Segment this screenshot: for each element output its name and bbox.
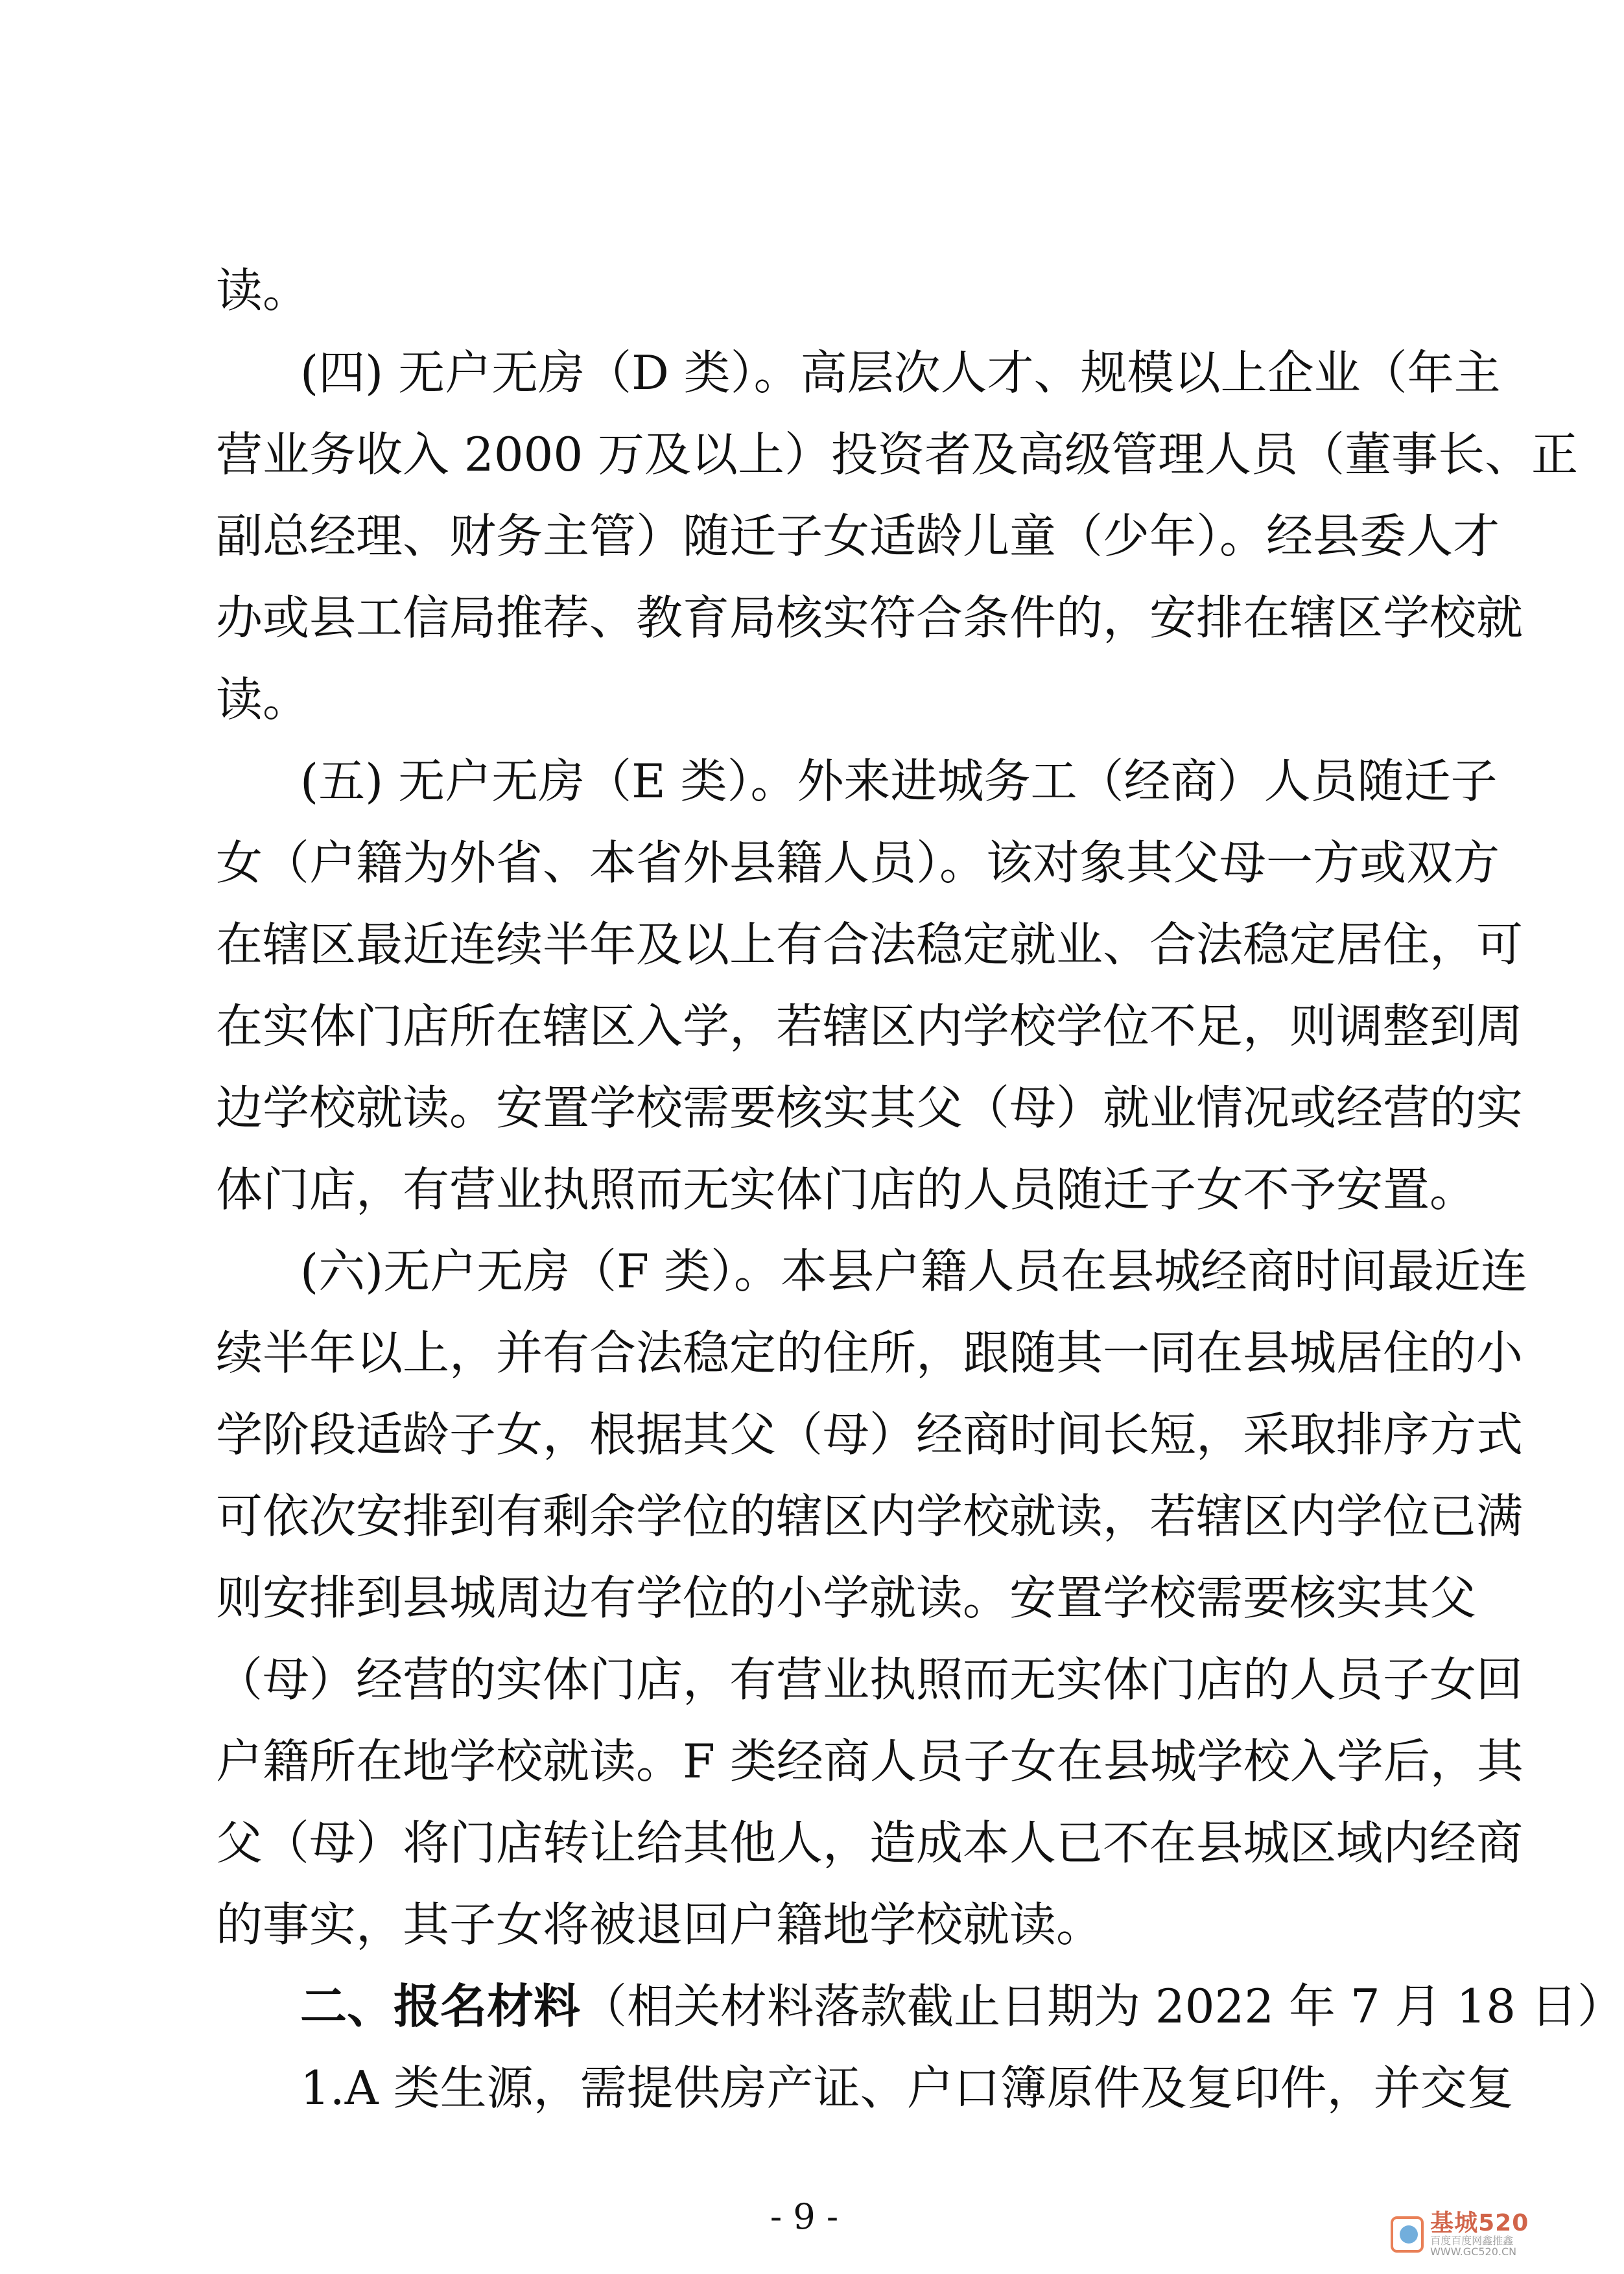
text-line-1: 读。 [216, 263, 310, 318]
text-line-2: (四) 无户无房（D 类）。高层次人才、规模以上企业（年主 [300, 346, 1501, 400]
text-line-4: 副总经理、财务主管）随迁子女适龄儿童（少年）。经县委人才 [216, 509, 1500, 563]
text-line-19: 户籍所在地学校就读。F 类经商人员子女在县城学校入学后，其 [216, 1734, 1524, 1788]
text-line-3: 营业务收入 2000 万及以上）投资者及高级管理人员（董事长、正 [216, 427, 1579, 482]
watermark-main-text: 基城520 [1430, 2210, 1529, 2237]
text-line-16: 可依次安排到有剩余学位的辖区内学校就读，若辖区内学位已满 [216, 1489, 1524, 1543]
text-line-21: 的事实，其子女将被退回户籍地学校就读。 [216, 1897, 1103, 1952]
text-line-20: 父（母）将门店转让给其他人，造成本人已不在县城区域内经商 [216, 1816, 1524, 1870]
text-line-12: 体门店，有营业执照而无实体门店的人员随迁子女不予安置。 [216, 1162, 1477, 1217]
text-line-9: 在辖区最近连续半年及以上有合法稳定就业、合法稳定居住，可 [216, 917, 1524, 972]
text-line-8: 女（户籍为外省、本省外县籍人员）。该对象其父母一方或双方 [216, 836, 1500, 890]
watermark [1391, 2209, 1585, 2260]
watermark-sub-text: 百度百度网鑫推鑫 WWW.GC520.CN [1430, 2234, 1517, 2258]
text-line-14: 续半年以上，并有合法稳定的住所，跟随其一同在县城居住的小 [216, 1326, 1524, 1380]
text-line-18: （母）经营的实体门店，有营业执照而无实体门店的人员子女回 [216, 1652, 1524, 1707]
section-two-note: （相关材料落款截止日期为 2022 年 7 月 18 日） [580, 1979, 1624, 2034]
text-line-17: 则安排到县城周边有学位的小学就读。安置学校需要核实其父 [216, 1571, 1477, 1625]
text-line-6: 读。 [216, 672, 310, 727]
text-line-7: (五) 无户无房（E 类）。外来进城务工（经商）人员随迁子 [300, 754, 1498, 808]
watermark-logo-icon [1391, 2216, 1424, 2253]
text-line-13: (六)无户无房（F 类）。本县户籍人员在县城经商时间最近连 [300, 1244, 1528, 1298]
text-line-15: 学阶段适龄子女，根据其父（母）经商时间长短，采取排序方式 [216, 1407, 1524, 1462]
text-line-last: 1.A 类生源，需提供房产证、户口簿原件及复印件，并交复 [300, 2061, 1514, 2115]
page-number: - 9 - [770, 2196, 839, 2237]
text-line-10: 在实体门店所在辖区入学，若辖区内学校学位不足，则调整到周 [216, 999, 1524, 1053]
text-line-11: 边学校就读。安置学校需要核实其父（母）就业情况或经营的实 [216, 1081, 1524, 1135]
section-two-line [300, 1964, 1624, 2048]
section-two-heading: 二、报名材料 [300, 1978, 581, 2034]
text-line-5: 办或县工信局推荐、教育局核实符合条件的，安排在辖区学校就 [216, 591, 1524, 645]
